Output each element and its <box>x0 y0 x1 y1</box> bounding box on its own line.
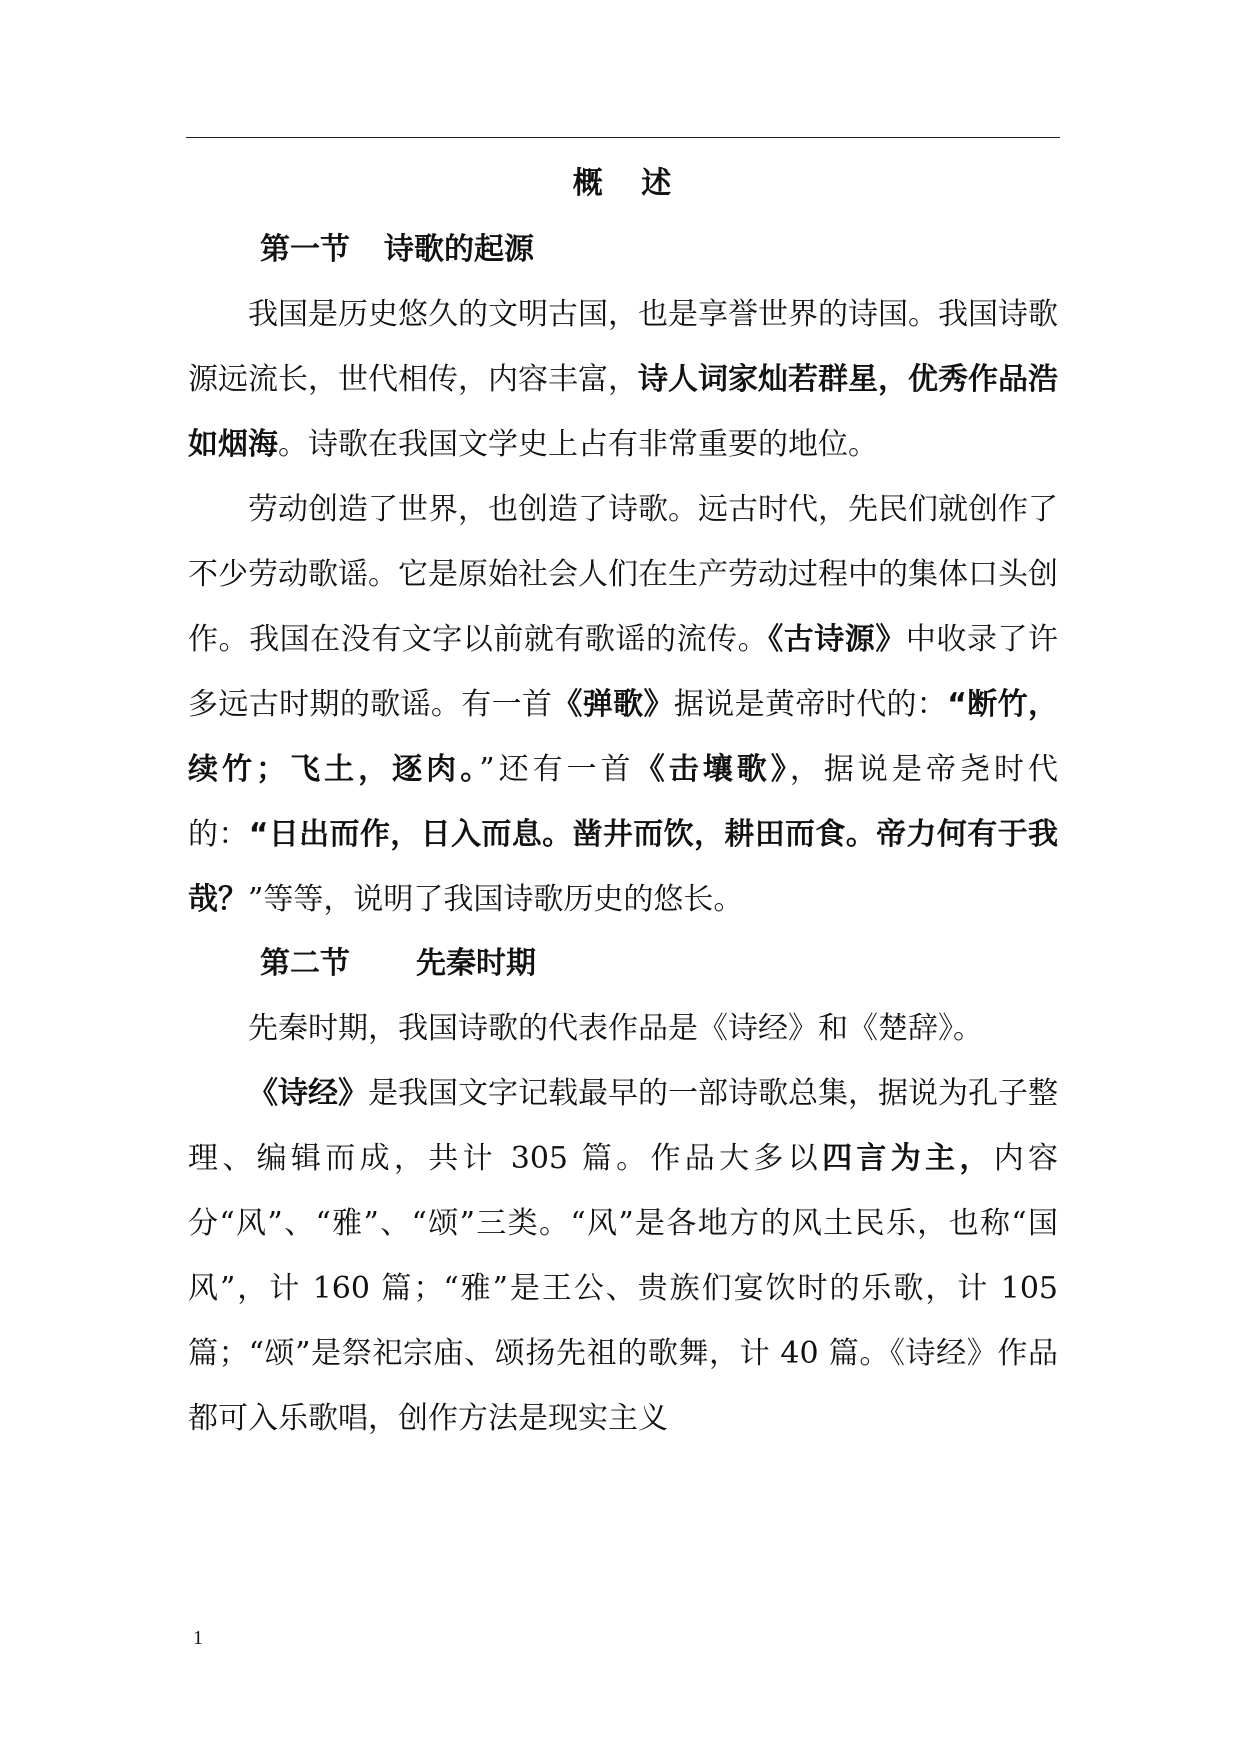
section-heading-2 <box>188 932 1058 996</box>
section-name: 先秦时期 <box>416 946 536 981</box>
paragraph-1: 我国是历史悠久的文明古国，也是享誉世界的诗国。我国诗歌源远流长，世代相传，内容丰富，诗人词家灿若群星，优秀作品浩如烟海。诗歌在我国文学史上占有非常重要的地位。 <box>188 297 1058 462</box>
section-heading-1 <box>188 218 1058 282</box>
paragraph-2: 劳动创造了世界，也创造了诗歌。远古时代，先民们就创作了不少劳动歌谣。它是原始社会人们在生产劳动过程中的集体口头创作。我国在没有文字以前就有歌谣的流传。《古诗源》中收录了许多远古时期的歌谣。有一首《弹歌》据说是黄帝时代的：“断竹，续竹；飞土，逐肉。”还有一首《击壤歌》，据说是帝尧时代的：“日出而作，日入而息。凿井而饮，耕田而食。帝力何有于我哉？”等等，说明了我国诗歌历史的悠长。 <box>188 492 1059 917</box>
page-title: 概 述 <box>572 166 686 201</box>
paragraph-4: 《诗经》是我国文字记载最早的一部诗歌总集，据说为孔子整理、编辑而成，共计 305 篇。作品大多以四言为主，内容分“风”、“雅”、“颂”三类。“风”是各地方的风土民乐，也称“国风”，计 160 篇；“雅”是王公、贵族们宴饮时的乐歌，计 105 篇；“颂”是祭祀宗庙、颂扬先祖的歌舞，计 40 篇。《诗经》作品都可入乐歌唱，创作方法是现实主义 <box>188 1076 1059 1436</box>
section-number: 第一节 <box>260 232 350 267</box>
paragraph-3: 先秦时期，我国诗歌的代表作品是《诗经》和《楚辞》。 <box>248 1011 983 1046</box>
header-rule <box>186 137 1060 138</box>
page-number: 1 <box>193 1627 203 1649</box>
section-name: 诗歌的起源 <box>384 232 534 267</box>
page-body <box>188 150 1058 1451</box>
section-number: 第二节 <box>260 946 350 981</box>
